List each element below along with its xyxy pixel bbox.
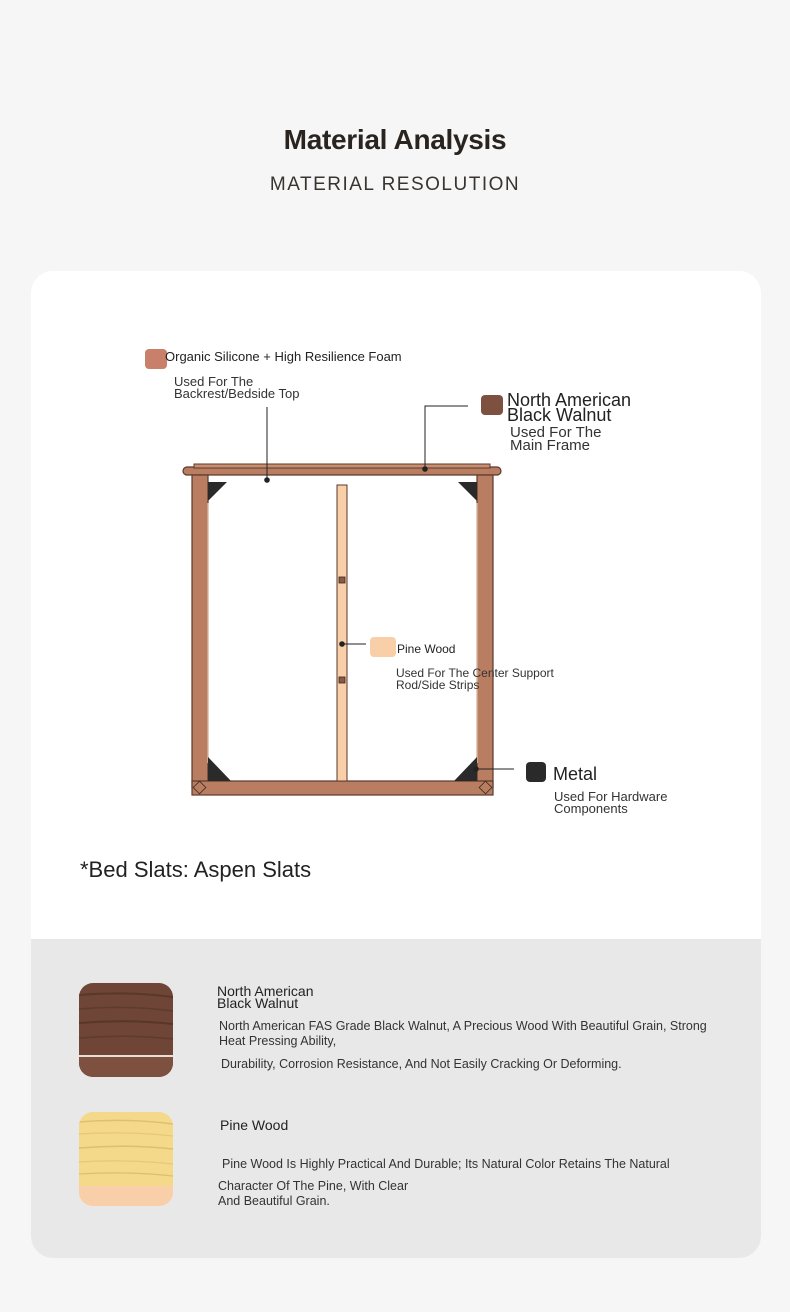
metal-use-line1: Used For Hardware <box>554 789 668 804</box>
materials-panel <box>31 939 761 1258</box>
page-subtitle: MATERIAL RESOLUTION <box>269 174 521 195</box>
pine-swatch <box>370 637 396 657</box>
walnut-label-line1: North American <box>507 390 632 410</box>
bed-slats-note: *Bed Slats: Aspen Slats <box>80 857 312 882</box>
pine-desc-line3: And Beautiful Grain. <box>218 1194 330 1208</box>
walnut-name-line1: North American <box>217 983 314 999</box>
page-title: Material Analysis <box>283 124 507 155</box>
frame-left-post <box>192 475 208 787</box>
foam-label: Organic Silicone + High Resilience Foam <box>165 349 402 364</box>
walnut-desc-line2: Heat Pressing Ability, <box>219 1034 337 1048</box>
pine-wood-sample-icon <box>79 1112 173 1206</box>
walnut-swatch <box>481 395 503 415</box>
frame-right-post <box>477 475 493 787</box>
walnut-use-line1: Used For The <box>510 424 602 441</box>
walnut-use-line2: Main Frame <box>510 437 591 454</box>
metal-label: Metal <box>553 764 598 784</box>
frame-top-board <box>194 464 490 468</box>
metal-bracket-top-left <box>208 482 227 501</box>
metal-swatch <box>526 762 546 782</box>
pine-name: Pine Wood <box>220 1117 289 1133</box>
walnut-desc-line3: Durability, Corrosion Resistance, And Not Easily Cracking Or Deforming. <box>221 1057 622 1071</box>
metal-bracket-top-right <box>458 482 477 501</box>
metal-use-line2: Components <box>554 801 628 816</box>
pine-use-line2: Rod/Side Strips <box>396 678 480 692</box>
material-card <box>31 271 761 1258</box>
center-support-rod <box>337 485 347 781</box>
foam-use-line1: Used For The <box>174 374 254 389</box>
metal-bracket-bottom-left <box>208 757 231 781</box>
walnut-label-line2: Black Walnut <box>507 405 612 425</box>
foam-swatch <box>145 349 167 369</box>
walnut-wood-sample-icon <box>79 983 173 1077</box>
frame-bottom-rail <box>192 781 493 795</box>
pine-label: Pine Wood <box>397 642 456 656</box>
bed-frame-diagram <box>31 271 761 939</box>
pine-desc-line2: Character Of The Pine, With Clear <box>218 1179 409 1193</box>
walnut-name-line2: Black Walnut <box>217 995 299 1011</box>
walnut-desc-line1: North American FAS Grade Black Walnut, A Precious Wood With Beautiful Grain, Strong <box>219 1019 707 1033</box>
foam-use-line2: Backrest/Bedside Top <box>174 386 300 401</box>
pine-desc-line1: Pine Wood Is Highly Practical And Durable; Its Natural Color Retains The Natural <box>222 1157 670 1171</box>
pine-use-line1: Used For The Center Support <box>396 666 554 680</box>
